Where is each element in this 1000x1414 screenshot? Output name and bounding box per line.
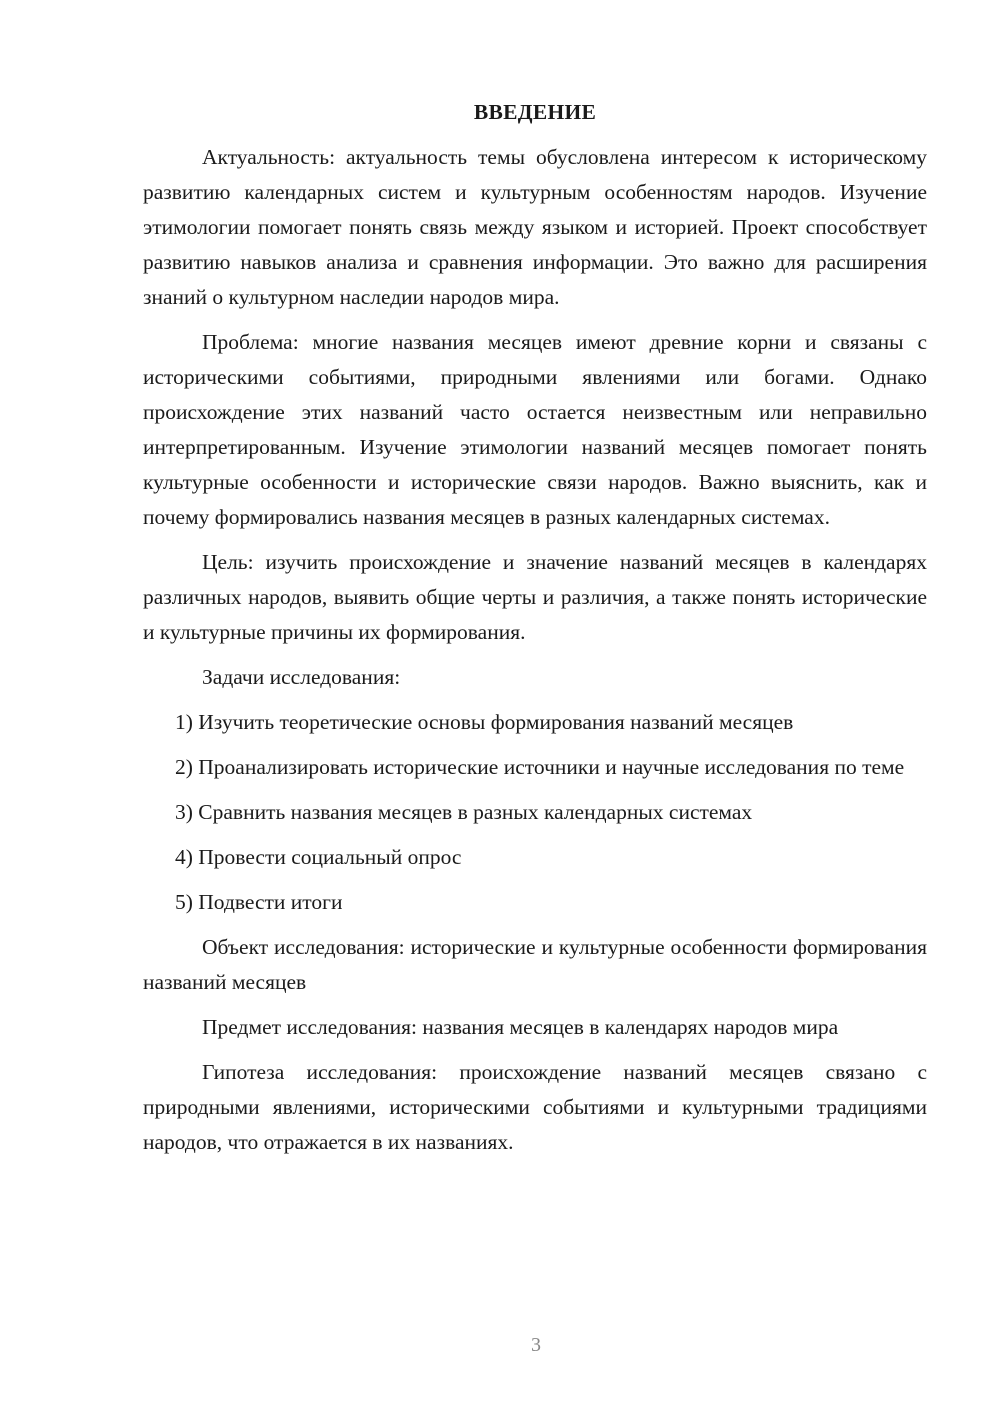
task-item-2: 2) Проанализировать исторические источники и научные исследования по теме (175, 755, 905, 779)
paragraph-problem: Проблема: многие названия месяцев имеют древние корни и связаны с историческими событиями, природными явлениями или богами. Однако происхождение этих названий часто остается неизвестным или неправильно интерпретированным. Изучение этимологии названий месяцев помогает понять культурные особенности и исторические связи народов. Важно выяснить, как и почему формировались названия месяцев в разных календарных системах. (143, 330, 927, 529)
paragraph-hypothesis: Гипотеза исследования: происхождение названий месяцев связано с природными явлениями, историческими событиями и культурными традициями народов, что отражается в их названиях. (143, 1060, 927, 1154)
paragraph-relevance: Актуальность: актуальность темы обусловлена интересом к историческому развитию календарных систем и культурным особенностям народов. Изучение этимологии помогает понять связь между языком и историей. Проект способствует развитию навыков анализа и сравнения информации. Это важно для расширения знаний о культурном наследии народов мира. (143, 145, 927, 309)
page-content (143, 95, 927, 1170)
section-title: ВВЕДЕНИЕ (473, 100, 597, 124)
page-number: 3 (531, 1334, 541, 1356)
task-item-5: 5) Подвести итоги (175, 890, 343, 914)
task-item-3: 3) Сравнить названия месяцев в разных календарных системах (175, 800, 753, 824)
paragraph-object: Объект исследования: исторические и культурные особенности формирования названий месяцев (143, 935, 927, 994)
task-item-1: 1) Изучить теоретические основы формирования названий месяцев (175, 710, 794, 734)
paragraph-goal: Цель: изучить происхождение и значение названий месяцев в календарях различных народов, выявить общие черты и различия, а также понять исторические и культурные причины их формирования. (143, 550, 927, 644)
paragraph-subject: Предмет исследования: названия месяцев в календарях народов мира (202, 1015, 839, 1039)
tasks-heading: Задачи исследования: (202, 665, 401, 689)
task-item-4: 4) Провести социальный опрос (175, 845, 462, 869)
